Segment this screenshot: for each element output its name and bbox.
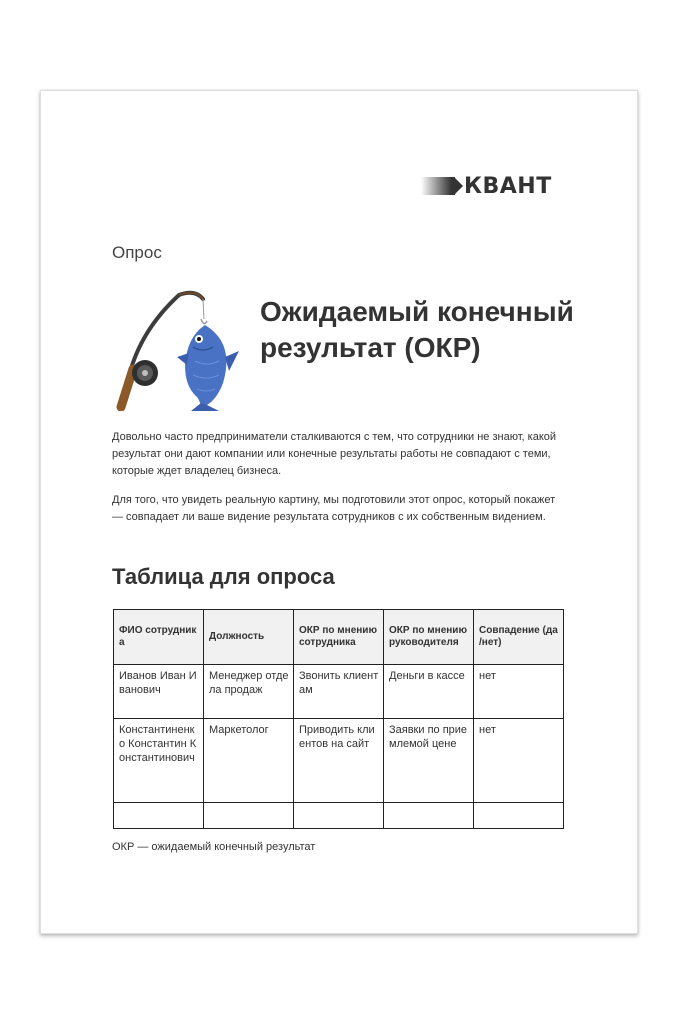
- cell-okr-employee: Приводить клиентов на сайт: [294, 719, 384, 803]
- cell-name: Константиненко Константин Константинович: [114, 719, 204, 803]
- cell-match: нет: [474, 719, 564, 803]
- purpose-paragraph: Для того, что увидеть реальную картину, мы подготовили этот опрос, который покажет — совпадает ли ваше видение результата сотрудников с их собственным видением.: [112, 494, 556, 523]
- cell-position: [204, 803, 294, 829]
- table-row: [114, 665, 564, 719]
- table-heading: Таблица для опроса: [112, 564, 335, 589]
- fishing-rod-fish-icon: [107, 287, 247, 411]
- table-header-row: [114, 610, 564, 665]
- section-label: Опрос: [112, 243, 162, 262]
- cell-okr-manager: Деньги в кассе: [384, 665, 474, 719]
- cell-okr-employee: Звонить клиентам: [294, 665, 384, 719]
- cell-okr-manager: Заявки по приемлемой цене: [384, 719, 474, 803]
- kvant-logo: [421, 174, 552, 198]
- col-header-match: Совпадение (да /нет): [474, 610, 564, 665]
- footnote: ОКР — ожидаемый конечный результат: [112, 841, 316, 853]
- col-header-okr-employee: ОКР по мнению сотрудника: [294, 610, 384, 665]
- logo-text: КВАНТ: [464, 173, 552, 199]
- cell-name: [114, 803, 204, 829]
- intro-paragraph: Довольно часто предприниматели сталкиваются с тем, что сотрудники не знают, какой результат они дают компании или конечные результаты работы не совпадают с теми, которые ждет владелец бизнеса.: [112, 431, 557, 477]
- col-header-position: Должность: [204, 610, 294, 665]
- table-row: [114, 719, 564, 803]
- cell-position: Маркетолог: [204, 719, 294, 803]
- cell-name: Иванов Иван Иванович: [114, 665, 204, 719]
- cell-position: Менеджер отдела продаж: [204, 665, 294, 719]
- col-header-okr-manager: ОКР по мнению руководителя: [384, 610, 474, 665]
- document-page: [40, 90, 638, 934]
- cell-okr-manager: [384, 803, 474, 829]
- table-row-empty: [114, 803, 564, 829]
- survey-table: [113, 609, 564, 829]
- col-header-name: ФИО сотрудника: [114, 610, 204, 665]
- cell-match: нет: [474, 665, 564, 719]
- cell-okr-employee: [294, 803, 384, 829]
- cell-match: [474, 803, 564, 829]
- logo-gradient-bar: [421, 177, 455, 195]
- page-title: Ожидаемый конечный результат (ОКР): [260, 296, 574, 363]
- logo-triangle: [454, 177, 463, 195]
